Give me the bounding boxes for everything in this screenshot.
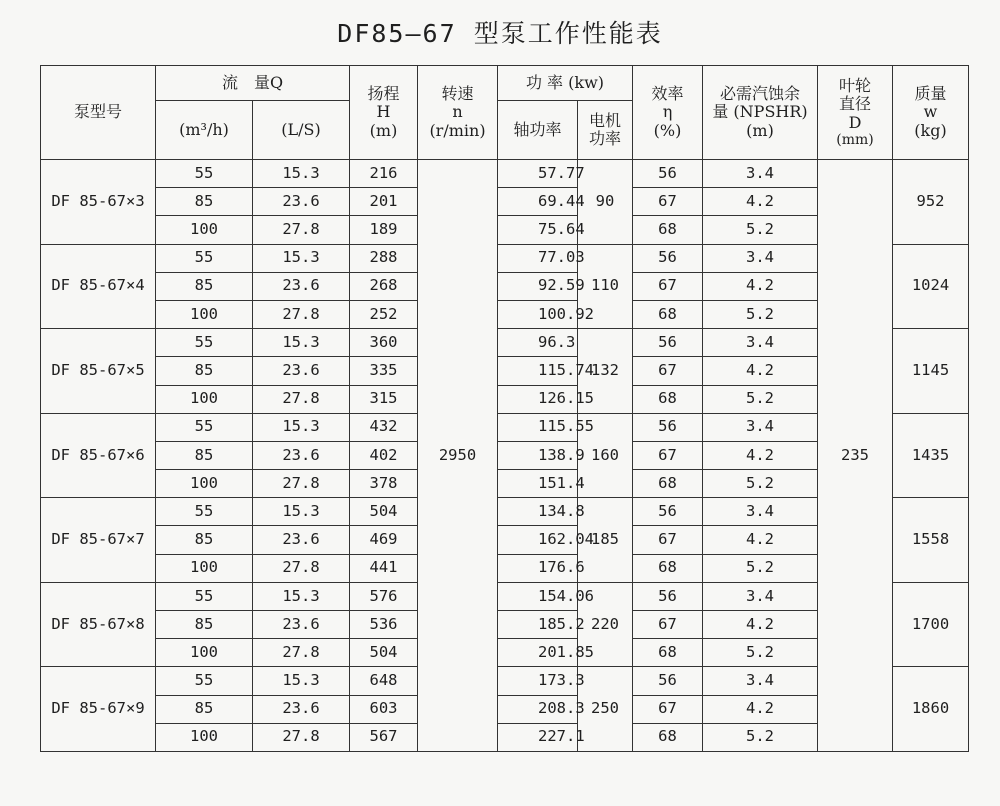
efficiency: 68 — [633, 216, 703, 244]
header-flow-m3h: (m³/h) — [156, 101, 253, 160]
efficiency: 56 — [633, 329, 703, 357]
pump-model: DF 85-67×6 — [41, 413, 156, 498]
npshr: 4.2 — [703, 357, 818, 385]
flow-m3h: 55 — [156, 244, 253, 272]
npshr: 3.4 — [703, 667, 818, 695]
flow-ls: 15.3 — [253, 413, 350, 441]
flow-m3h: 55 — [156, 667, 253, 695]
header-efficiency: 效率 η (%) — [633, 66, 703, 160]
header-flow: 流 量Q — [156, 66, 350, 101]
npshr: 4.2 — [703, 272, 818, 300]
pump-model: DF 85-67×7 — [41, 498, 156, 583]
flow-ls: 27.8 — [253, 554, 350, 582]
efficiency: 68 — [633, 470, 703, 498]
flow-m3h: 85 — [156, 357, 253, 385]
header-mass: 质量 w (kg) — [893, 66, 969, 160]
table-header — [41, 66, 969, 160]
flow-ls: 27.8 — [253, 385, 350, 413]
head-value: 567 — [350, 723, 418, 751]
flow-ls: 23.6 — [253, 695, 350, 723]
shaft-power: 173.3 — [498, 667, 578, 695]
npshr: 5.2 — [703, 639, 818, 667]
efficiency: 68 — [633, 639, 703, 667]
header-shaft-power: 轴功率 — [498, 101, 578, 160]
shaft-power: 162.04 — [498, 526, 578, 554]
npshr: 4.2 — [703, 695, 818, 723]
flow-ls: 27.8 — [253, 300, 350, 328]
npshr: 3.4 — [703, 498, 818, 526]
flow-m3h: 85 — [156, 611, 253, 639]
efficiency: 68 — [633, 554, 703, 582]
pump-model: DF 85-67×4 — [41, 244, 156, 329]
head-value: 432 — [350, 413, 418, 441]
flow-ls: 23.6 — [253, 272, 350, 300]
head-value: 603 — [350, 695, 418, 723]
flow-m3h: 85 — [156, 272, 253, 300]
flow-m3h: 85 — [156, 188, 253, 216]
shaft-power: 185.2 — [498, 611, 578, 639]
flow-m3h: 100 — [156, 639, 253, 667]
npshr: 5.2 — [703, 300, 818, 328]
efficiency: 56 — [633, 160, 703, 188]
flow-ls: 27.8 — [253, 216, 350, 244]
header-impeller: 叶轮 直径 D (mm) — [818, 66, 893, 160]
flow-m3h: 100 — [156, 554, 253, 582]
efficiency: 67 — [633, 695, 703, 723]
mass: 1700 — [893, 582, 969, 667]
table-row — [41, 160, 969, 188]
efficiency: 56 — [633, 582, 703, 610]
motor-power: 160 — [578, 413, 633, 498]
efficiency: 67 — [633, 272, 703, 300]
efficiency: 67 — [633, 526, 703, 554]
flow-ls: 15.3 — [253, 244, 350, 272]
npshr: 5.2 — [703, 216, 818, 244]
mass: 1558 — [893, 498, 969, 583]
shaft-power: 92.59 — [498, 272, 578, 300]
flow-m3h: 100 — [156, 470, 253, 498]
flow-ls: 15.3 — [253, 498, 350, 526]
pump-model: DF 85-67×9 — [41, 667, 156, 752]
header-motor-power: 电机 功率 — [578, 101, 633, 160]
shaft-power: 227.1 — [498, 723, 578, 751]
flow-m3h: 100 — [156, 300, 253, 328]
npshr: 3.4 — [703, 329, 818, 357]
flow-ls: 15.3 — [253, 667, 350, 695]
head-value: 441 — [350, 554, 418, 582]
npshr: 5.2 — [703, 554, 818, 582]
npshr: 4.2 — [703, 441, 818, 469]
flow-ls: 15.3 — [253, 329, 350, 357]
flow-ls: 27.8 — [253, 470, 350, 498]
flow-ls: 15.3 — [253, 582, 350, 610]
mass: 1024 — [893, 244, 969, 329]
shaft-power: 115.74 — [498, 357, 578, 385]
flow-m3h: 55 — [156, 413, 253, 441]
flow-ls: 23.6 — [253, 611, 350, 639]
shaft-power: 77.03 — [498, 244, 578, 272]
npshr: 3.4 — [703, 160, 818, 188]
flow-ls: 23.6 — [253, 441, 350, 469]
mass: 1435 — [893, 413, 969, 498]
flow-m3h: 100 — [156, 216, 253, 244]
npshr: 3.4 — [703, 244, 818, 272]
impeller-diameter: 235 — [818, 160, 893, 752]
motor-power: 90 — [578, 160, 633, 245]
head-value: 335 — [350, 357, 418, 385]
flow-m3h: 100 — [156, 385, 253, 413]
head-value: 216 — [350, 160, 418, 188]
shaft-power: 151.4 — [498, 470, 578, 498]
npshr: 4.2 — [703, 526, 818, 554]
head-value: 189 — [350, 216, 418, 244]
motor-power: 185 — [578, 498, 633, 583]
header-npshr: 必需汽蚀余 量 (NPSHR) (m) — [703, 66, 818, 160]
npshr: 4.2 — [703, 188, 818, 216]
efficiency: 56 — [633, 498, 703, 526]
performance-table — [40, 65, 969, 752]
efficiency: 67 — [633, 357, 703, 385]
shaft-power: 138.9 — [498, 441, 578, 469]
flow-m3h: 55 — [156, 160, 253, 188]
mass: 1860 — [893, 667, 969, 752]
shaft-power: 208.3 — [498, 695, 578, 723]
head-value: 252 — [350, 300, 418, 328]
header-model: 泵型号 — [41, 66, 156, 160]
head-value: 378 — [350, 470, 418, 498]
flow-ls: 23.6 — [253, 526, 350, 554]
efficiency: 68 — [633, 300, 703, 328]
pump-model: DF 85-67×8 — [41, 582, 156, 667]
table-body — [41, 160, 969, 752]
motor-power: 250 — [578, 667, 633, 752]
header-flow-ls: (L/S) — [253, 101, 350, 160]
shaft-power: 201.85 — [498, 639, 578, 667]
flow-m3h: 55 — [156, 498, 253, 526]
flow-ls: 15.3 — [253, 160, 350, 188]
motor-power: 132 — [578, 329, 633, 414]
efficiency: 56 — [633, 244, 703, 272]
head-value: 268 — [350, 272, 418, 300]
efficiency: 56 — [633, 667, 703, 695]
flow-m3h: 55 — [156, 582, 253, 610]
head-value: 504 — [350, 639, 418, 667]
shaft-power: 176.6 — [498, 554, 578, 582]
mass: 1145 — [893, 329, 969, 414]
pump-model: DF 85-67×5 — [41, 329, 156, 414]
head-value: 648 — [350, 667, 418, 695]
head-value: 504 — [350, 498, 418, 526]
flow-m3h: 85 — [156, 526, 253, 554]
efficiency: 67 — [633, 441, 703, 469]
npshr: 3.4 — [703, 582, 818, 610]
efficiency: 68 — [633, 723, 703, 751]
shaft-power: 134.8 — [498, 498, 578, 526]
flow-m3h: 85 — [156, 441, 253, 469]
motor-power: 220 — [578, 582, 633, 667]
head-value: 469 — [350, 526, 418, 554]
flow-m3h: 85 — [156, 695, 253, 723]
npshr: 5.2 — [703, 385, 818, 413]
header-power: 功 率 (kw) — [498, 66, 633, 101]
head-value: 315 — [350, 385, 418, 413]
efficiency: 67 — [633, 611, 703, 639]
flow-ls: 23.6 — [253, 357, 350, 385]
efficiency: 56 — [633, 413, 703, 441]
flow-ls: 23.6 — [253, 188, 350, 216]
flow-m3h: 100 — [156, 723, 253, 751]
npshr: 5.2 — [703, 470, 818, 498]
efficiency: 67 — [633, 188, 703, 216]
npshr: 5.2 — [703, 723, 818, 751]
shaft-power: 96.3 — [498, 329, 578, 357]
head-value: 402 — [350, 441, 418, 469]
head-value: 360 — [350, 329, 418, 357]
shaft-power: 75.64 — [498, 216, 578, 244]
page-title: DF85—67 型泵工作性能表 — [337, 19, 663, 48]
header-speed: 转速 n (r/min) — [418, 66, 498, 160]
shaft-power: 154.06 — [498, 582, 578, 610]
speed-value: 2950 — [418, 160, 498, 752]
shaft-power: 100.92 — [498, 300, 578, 328]
flow-ls: 27.8 — [253, 639, 350, 667]
mass: 952 — [893, 160, 969, 245]
flow-ls: 27.8 — [253, 723, 350, 751]
motor-power: 110 — [578, 244, 633, 329]
efficiency: 68 — [633, 385, 703, 413]
pump-model: DF 85-67×3 — [41, 160, 156, 245]
header-head: 扬程 H (m) — [350, 66, 418, 160]
shaft-power: 57.77 — [498, 160, 578, 188]
head-value: 536 — [350, 611, 418, 639]
shaft-power: 69.44 — [498, 188, 578, 216]
shaft-power: 126.15 — [498, 385, 578, 413]
flow-m3h: 55 — [156, 329, 253, 357]
npshr: 4.2 — [703, 611, 818, 639]
head-value: 288 — [350, 244, 418, 272]
head-value: 201 — [350, 188, 418, 216]
shaft-power: 115.55 — [498, 413, 578, 441]
npshr: 3.4 — [703, 413, 818, 441]
head-value: 576 — [350, 582, 418, 610]
